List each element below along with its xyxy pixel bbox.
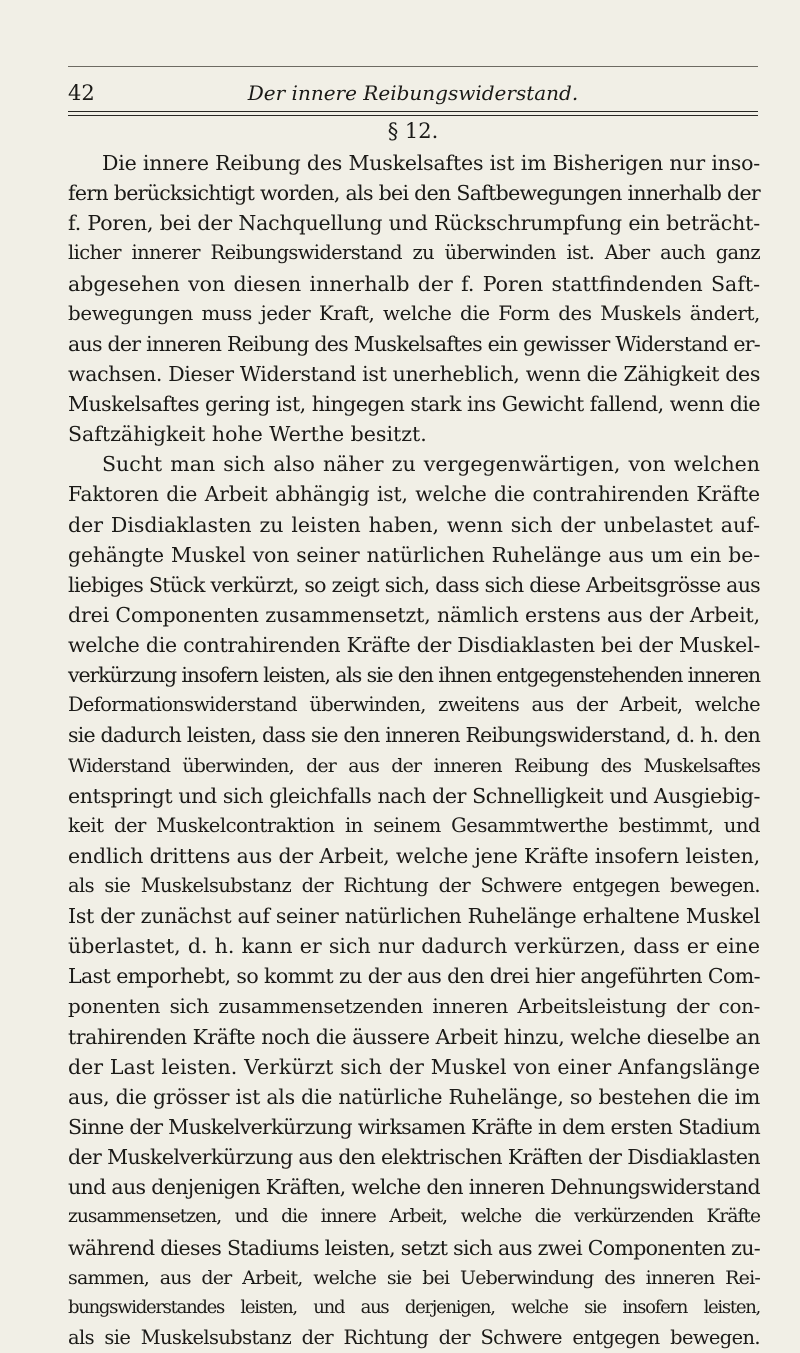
text-line: fern berücksichtigt worden, als bei den Saftbewegungen innerhalb der [68, 181, 760, 206]
text-line: liebiges Stück verkürzt, so zeigt sich, dass sich diese Arbeitsgrösse aus [68, 572, 760, 597]
text-line: gehängte Muskel von seiner natürlichen Ruhelänge aus um ein be- [68, 542, 760, 567]
body-text [68, 148, 760, 1353]
header-double-rule [68, 111, 758, 116]
text-line: als sie Muskelsubstanz der Richtung der Schwere entgegen bewegen. [68, 874, 760, 897]
section-heading: § 12. [387, 119, 439, 143]
text-line: der Disdiaklasten zu leisten haben, wenn sich der unbelastet auf- [68, 512, 760, 537]
text-line: Sucht man sich also näher zu vergegenwärtigen, von welchen [102, 452, 760, 477]
page-number: 42 [68, 81, 95, 105]
text-line: Deformationswiderstand überwinden, zweitens aus der Arbeit, welche [68, 693, 760, 717]
text-line: Die innere Reibung des Muskelsaftes ist im Bisherigen nur inso- [102, 151, 760, 175]
text-line: verkürzung insofern leisten, als sie den ihnen entgegenstehenden inneren [68, 663, 760, 688]
text-line: sammen, aus der Arbeit, welche sie bei Ueberwindung des inneren Rei- [68, 1266, 760, 1289]
text-line: keit der Muskelcontraktion in seinem Gesammtwerthe bestimmt, und [68, 813, 760, 837]
text-line: wachsen. Dieser Widerstand ist unerheblich, wenn die Zähigkeit des [68, 361, 760, 386]
text-line: und aus denjenigen Kräften, welche den inneren Dehnungswiderstand [68, 1175, 760, 1200]
text-line: welche die contrahirenden Kräfte der Disdiaklasten bei der Muskel- [68, 633, 760, 657]
text-line: Ist der zunächst auf seiner natürlichen Ruhelänge erhaltene Muskel [68, 904, 760, 929]
text-line: der Muskelverkürzung aus den elektrischen Kräften der Disdiaklasten [68, 1145, 760, 1170]
text-line: f. Poren, bei der Nachquellung und Rückschrumpfung ein beträcht- [68, 211, 760, 236]
text-line: bewegungen muss jeder Kraft, welche die Form des Muskels ändert, [68, 301, 760, 325]
text-line: Saftzähigkeit hohe Werthe besitzt. [68, 422, 427, 447]
running-head [68, 80, 758, 106]
running-title: Der innere Reibungswiderstand. [247, 81, 579, 105]
text-line: aus, die grösser ist als die natürliche Ruhelänge, so bestehen die im [68, 1084, 760, 1109]
text-line: Sinne der Muskelverkürzung wirksamen Kräfte in dem ersten Stadium [68, 1115, 760, 1139]
text-line: trahirenden Kräfte noch die äussere Arbeit hinzu, welche dieselbe an [68, 1024, 760, 1049]
text-line: sie dadurch leisten, dass sie den inneren Reibungswiderstand, d. h. den [68, 723, 760, 748]
text-line: endlich drittens aus der Arbeit, welche jene Kräfte insofern leisten, [68, 843, 760, 868]
text-line: als sie Muskelsubstanz der Richtung der Schwere entgegen bewegen. [68, 1325, 760, 1349]
text-line: der Last leisten. Verkürzt sich der Muskel von einer Anfangslänge [68, 1054, 760, 1079]
text-line: entspringt und sich gleichfalls nach der Schnelligkeit und Ausgiebig- [68, 783, 760, 808]
text-line: Faktoren die Arbeit abhängig ist, welche die contrahirenden Kräfte [68, 482, 760, 507]
text-line: drei Componenten zusammensetzt, nämlich erstens aus der Arbeit, [68, 602, 760, 627]
text-line: Widerstand überwinden, der aus der inneren Reibung des Muskelsaftes [68, 754, 760, 777]
text-line: Muskelsaftes gering ist, hingegen stark ins Gewicht fallend, wenn die [68, 392, 760, 416]
text-line: licher innerer Reibungswiderstand zu überwinden ist. Aber auch ganz [68, 241, 760, 265]
text-line: aus der inneren Reibung des Muskelsaftes ein gewisser Widerstand er- [68, 331, 760, 356]
text-line: während dieses Stadiums leisten, setzt sich aus zwei Componenten zu- [68, 1235, 760, 1260]
text-line: abgesehen von diesen innerhalb der f. Poren stattfindenden Saft- [68, 271, 760, 296]
text-line: zusammensetzen, und die innere Arbeit, welche die verkürzenden Kräfte [68, 1206, 760, 1228]
text-line: bungswiderstandes leisten, und aus derjenigen, welche sie insofern leisten, [68, 1296, 760, 1318]
header-top-rule [68, 66, 758, 67]
text-line: ponenten sich zusammensetzenden inneren Arbeitsleistung der con- [68, 994, 760, 1018]
text-line: überlastet, d. h. kann er sich nur dadurch verkürzen, dass er eine [68, 934, 760, 959]
text-line: Last emporhebt, so kommt zu der aus den drei hier angeführten Com- [68, 964, 760, 989]
